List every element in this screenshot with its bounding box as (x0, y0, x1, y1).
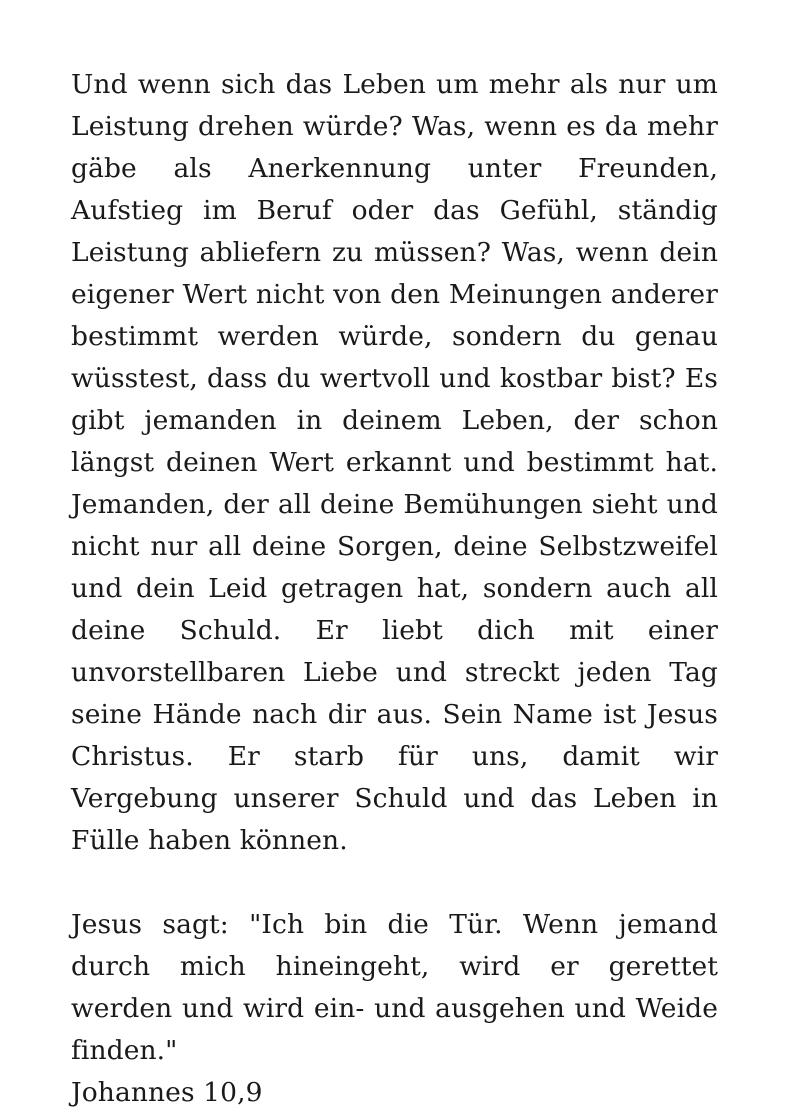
body-paragraph: Und wenn sich das Leben um mehr als nur um Leistung drehen würde? Was, wenn es da mehr gäbe als Anerkennung unter Freunden, Aufstieg im Beruf oder das Gefühl, ständig Leistung abliefern zu müssen? Was, wenn dein eigener Wert nicht von den Meinungen anderer bestimmt werden würde, sondern du genau wüsstest, dass du wertvoll und kostbar bist? Es gibt jemanden in deinem Leben, der schon längst deinen Wert erkannt und bestimmt hat. Jemanden, der all deine Bemühungen sieht und nicht nur all deine Sorgen, deine Selbstzweifel und dein Leid getragen hat, sondern auch all deine Schuld. Er liebt dich mit einer unvorstellbaren Liebe und streckt jeden Tag seine Hände nach dir aus. Sein Name ist Jesus Christus. Er starb für uns, damit wir Vergebung unserer Schuld und das Leben in Fülle haben können. (71, 69, 718, 856)
bible-reference: Johannes 10,9 (71, 1077, 263, 1108)
document-page (71, 64, 718, 1114)
bible-quote: Jesus sagt: "Ich bin die Tür. Wenn jemand durch mich hineingeht, wird er gerettet werden und wird ein- und ausgehen und Weide finden." (71, 909, 718, 1066)
